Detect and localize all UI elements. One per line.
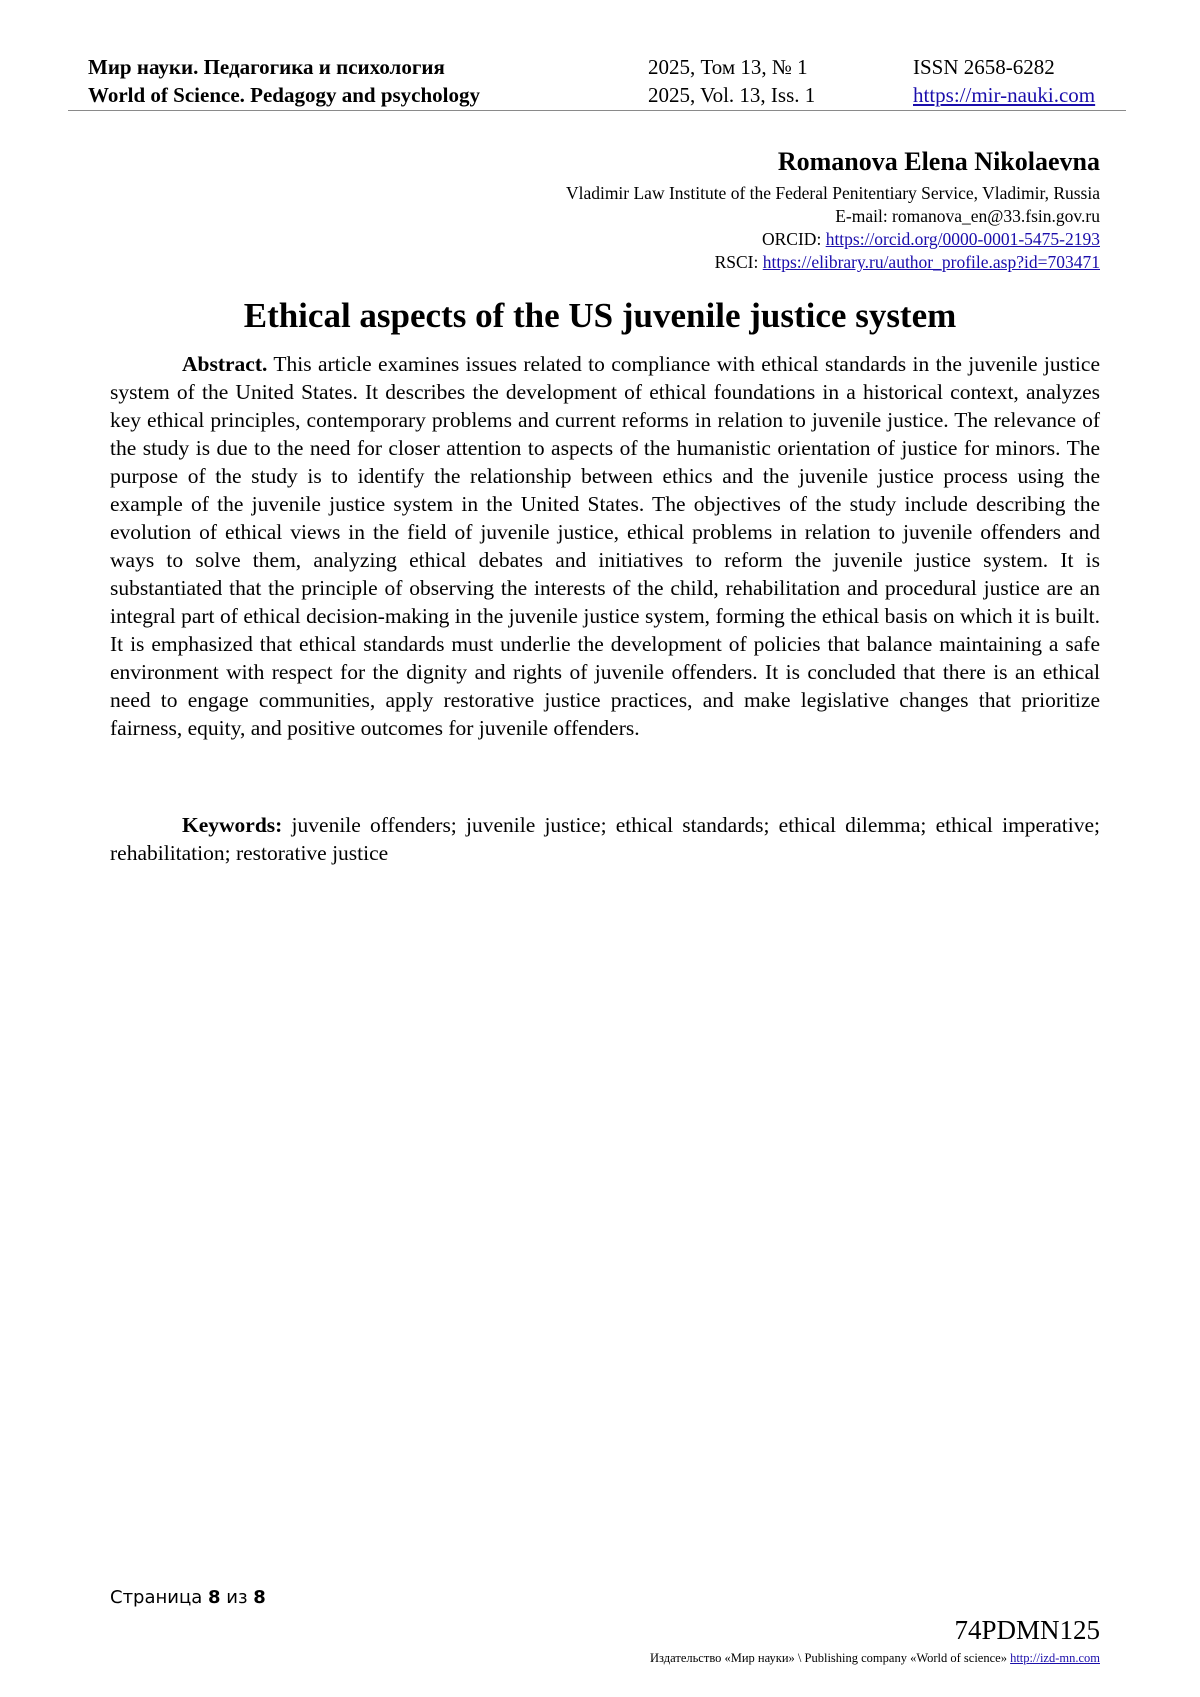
issue-info-en: 2025, Vol. 13, Iss. 1 bbox=[648, 83, 816, 107]
author-rsci bbox=[566, 251, 1100, 274]
abstract-text: This article examines issues related to compliance with ethical standards in the juvenile justice system of the United States. It describes the development of ethical foundations in a historical context, analyzes key ethical principles, contemporary problems and current reforms in relation to juvenile justice. The relevance of the study is due to the need for closer attention to aspects of the humanistic orientation of justice for minors. The purpose of the study is to identify the relationship between ethics and the juvenile justice process using the example of the juvenile justice system in the United States. The objectives of the study include describing the evolution of ethical views in the field of juvenile justice, ethical problems in relation to juvenile offenders and ways to solve them, analyzing ethical debates and initiatives to reform the juvenile justice system. It is substantiated that the principle of observing the interests of the child, rehabilitation and procedural justice are an integral part of ethical decision-making in the juvenile justice system, forming the ethical basis on which it is built. It is emphasized that ethical standards must underlie the development of policies that balance maintaining a safe environment with respect for the dignity and rights of juvenile offenders. It is concluded that there is an ethical need to engage communities, apply restorative justice practices, and make legislative changes that prioritize fairness, equity, and positive outcomes for juvenile offenders. bbox=[110, 352, 1100, 740]
header-divider bbox=[68, 110, 1126, 111]
issue-info-ru: 2025, Том 13, № 1 bbox=[648, 55, 808, 79]
author-affiliation: Vladimir Law Institute of the Federal Penitentiary Service, Vladimir, Russia bbox=[565, 183, 1100, 203]
issn: ISSN 2658-6282 bbox=[913, 55, 1055, 79]
publisher-link[interactable]: http://izd-mn.com bbox=[1010, 1651, 1100, 1665]
author-name: Romanova Elena Nikolaevna bbox=[777, 147, 1100, 176]
website-link-wrap bbox=[913, 83, 1095, 108]
article-title: Ethical aspects of the US juvenile justice system bbox=[243, 296, 957, 335]
publisher-line bbox=[650, 1650, 1100, 1666]
website-link[interactable]: https://mir-nauki.com bbox=[913, 83, 1096, 107]
rsci-label: RSCI: bbox=[714, 252, 763, 272]
abstract-paragraph bbox=[110, 350, 1100, 742]
page-total: 8 bbox=[253, 1587, 266, 1608]
keywords-text: juvenile offenders; juvenile justice; ethical standards; ethical dilemma; ethical imperative; rehabilitation; restorative justice bbox=[110, 813, 1100, 865]
page-prefix: Страница bbox=[110, 1587, 203, 1608]
journal-title-ru: Мир науки. Педагогика и психология bbox=[88, 55, 445, 79]
author-block bbox=[566, 146, 1100, 274]
author-email: E-mail: romanova_en@33.fsin.gov.ru bbox=[835, 206, 1100, 226]
page-number bbox=[110, 1587, 266, 1608]
article-code: 74PDMN125 bbox=[954, 1615, 1100, 1645]
page-current: 8 bbox=[208, 1587, 221, 1608]
keywords-label: Keywords: bbox=[182, 813, 283, 837]
keywords-paragraph bbox=[110, 811, 1100, 867]
journal-title-en: World of Science. Pedagogy and psychology bbox=[88, 83, 481, 107]
author-orcid bbox=[566, 228, 1100, 251]
abstract-label: Abstract. bbox=[182, 352, 268, 376]
orcid-label: ORCID: bbox=[762, 229, 826, 249]
rsci-link[interactable]: https://elibrary.ru/author_profile.asp?id=703471 bbox=[762, 252, 1100, 272]
orcid-link[interactable]: https://orcid.org/0000-0001-5475-2193 bbox=[825, 229, 1100, 249]
page-of: из bbox=[226, 1587, 248, 1608]
publisher-text: Издательство «Мир науки» \ Publishing company «World of science» bbox=[650, 1651, 1011, 1665]
